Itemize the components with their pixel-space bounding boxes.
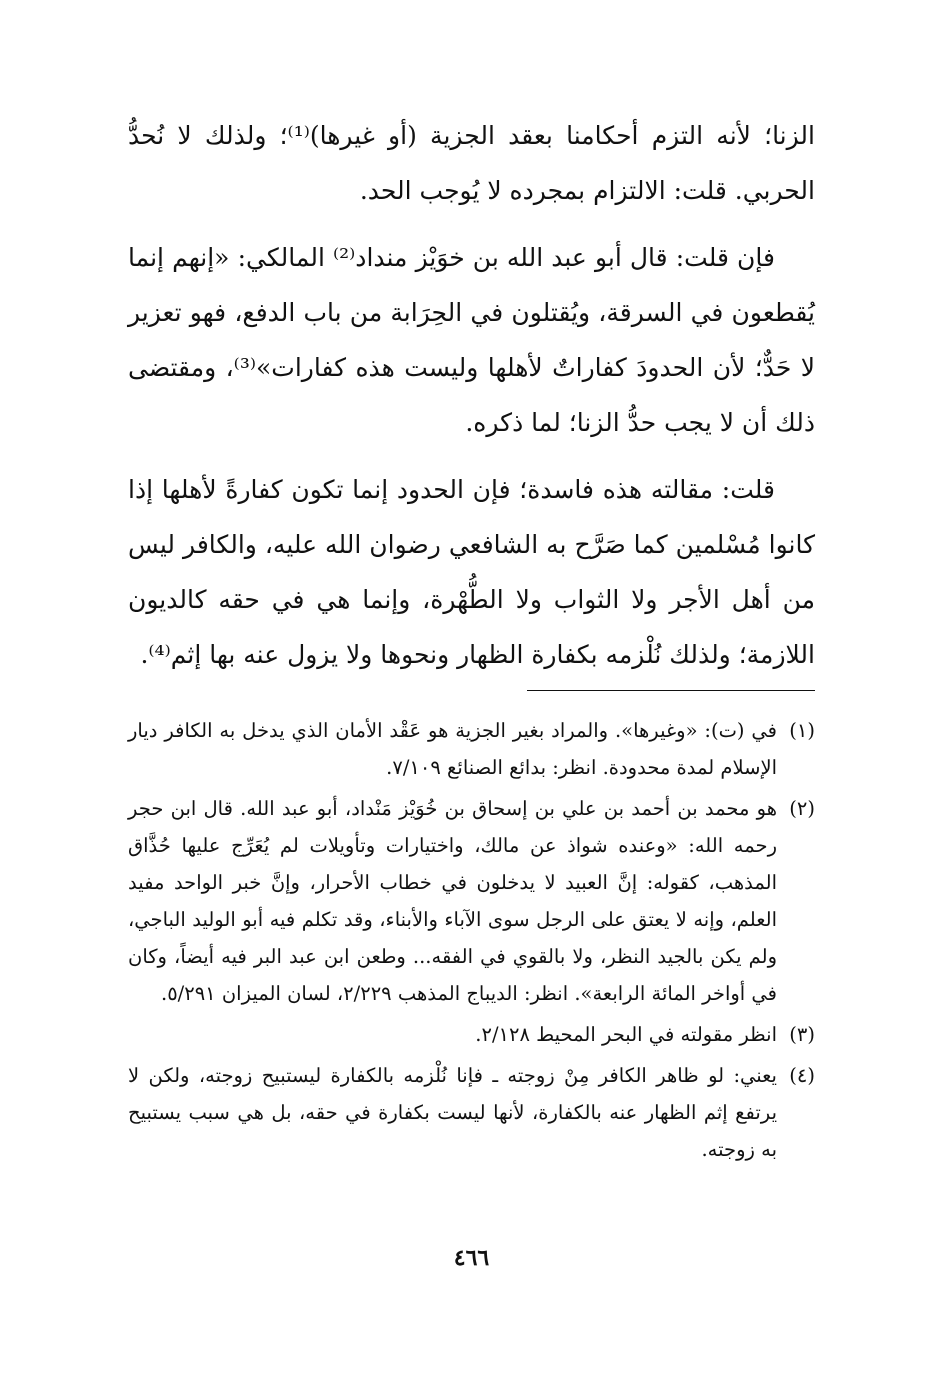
main-text: [128, 108, 815, 694]
footnote-number: (٤): [789, 1064, 815, 1087]
footnote-separator: [527, 690, 815, 691]
footnote-number: (٣): [789, 1023, 815, 1046]
footnote-4: [128, 1057, 815, 1168]
footnote-2: [128, 790, 815, 1012]
footnote-text: في (ت): «وغيرها». والمراد بغير الجزية هو عَقْد الأمان الذي يدخل به الكافر ديار الإسلام لمدة محدودة. انظر: بدائع الصنائع ٧/١٠٩.: [128, 719, 777, 779]
footnote-text: يعني: لو ظاهر الكافر مِنْ زوجته ـ فإنا نُلْزمه بالكفارة ليستبيح زوجته، ولكن لا يرتفع إثم الظهار عنه بالكفارة، لأنها ليست بكفارة في حقه، بل هي سبب يستبيح به زوجته.: [128, 1064, 777, 1161]
paragraph-3: قلت: مقالته هذه فاسدة؛ فإن الحدود إنما تكون كفارةً لأهلها إذا كانوا مُسْلمين كما صَرَّح به الشافعي رضوان الله عليه، والكافر ليس من أهل الأجر ولا الثواب ولا الطُّهْرة، وإنما هي في حقه كالديون اللازمة؛ ولذلك نُلْزمه بكفارة الظهار ونحوها ولا يزول عنه بها إثم⁽⁴⁾.: [128, 475, 815, 669]
footnote-3: [128, 1016, 815, 1053]
page-number: ٤٦٦: [453, 1245, 490, 1271]
footnote-text: انظر مقولته في البحر المحيط ٢/١٢٨.: [475, 1023, 777, 1046]
footnote-1: [128, 712, 815, 786]
footnote-number: (١): [789, 719, 815, 742]
paragraph-2: فإن قلت: قال أبو عبد الله بن خوَيْز منداد⁽²⁾ المالكي: «إنهم إنما يُقطعون في السرقة، ويُقتلون في الحِرَابة من باب الدفع، فهو تعزير لا حَدٌّ؛ لأن الحدودَ كفاراتٌ لأهلها وليست هذه كفارات»⁽³⁾، ومقتضى ذلك أن لا يجب حدُّ الزنا؛ لما ذكره.: [128, 243, 815, 437]
book-page: [128, 0, 815, 1377]
footnote-number: (٢): [789, 797, 815, 820]
paragraph-1: الزنا؛ لأنه التزم أحكامنا بعقد الجزية (أو غيرها)⁽¹⁾؛ ولذلك لا نُحدُّ الحربي. قلت: الالتزام بمجرده لا يُوجب الحد.: [128, 121, 815, 205]
footnote-text: هو محمد بن أحمد بن علي بن إسحاق بن خُوَيْز مَنْداد، أبو عبد الله. قال ابن حجر رحمه الله: «وعنده شواذ عن مالك، واختيارات وتأويلات لم يُعَرِّج عليها حُذَّاق المذهب، كقوله: إنَّ العبيد لا يدخلون في خطاب الأحرار، وإنَّ خبر الواحد مفيد العلم، وإنه لا يعتق على الرجل سوى الآباء والأبناء، وقد تكلم فيه أبو الوليد الباجي، ولم يكن بالجيد النظر، ولا بالقوي في الفقه... وطعن ابن عبد البر فيه أيضاً، وكان في أواخر المائة الرابعة». انظر: الديباج المذهب ٢/٢٢٩، لسان الميزان ٥/٢٩١.: [128, 797, 777, 1005]
footnotes: [128, 712, 815, 1172]
